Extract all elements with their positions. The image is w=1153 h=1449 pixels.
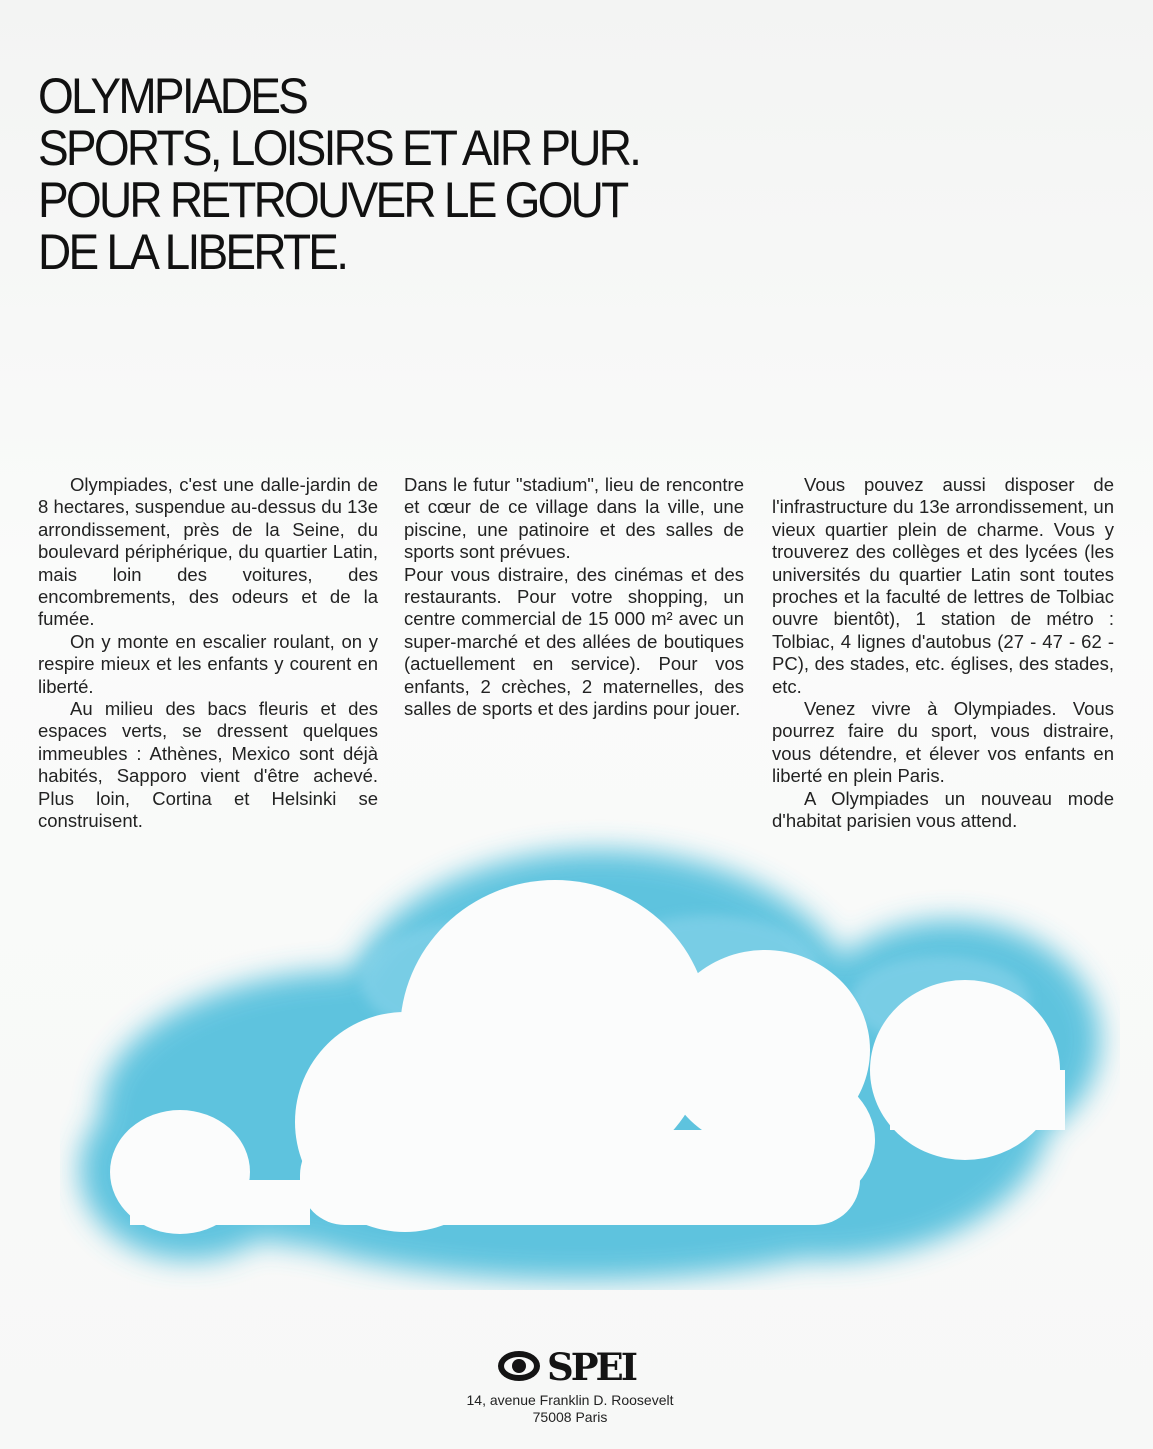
address bbox=[420, 1392, 720, 1426]
spei-logo bbox=[497, 1345, 647, 1387]
headline-line-2: SPORTS, LOISIRS ET AIR PUR. bbox=[38, 120, 640, 176]
headline-line-1: OLYMPIADES bbox=[38, 68, 307, 124]
paragraph: Pour vous distraire, des cinémas et des restaurants. Pour votre shopping, un centre commercial de 15 000 m² avec un super-marché et des allées de boutiques (actuellement en service). Pour vos enfants, 2 crèches, 2 maternelles, des salles de sports et des jardins pour jouer. bbox=[404, 563, 744, 720]
address-street: 14, avenue Franklin D. Roosevelt bbox=[466, 1392, 674, 1408]
paragraph: Venez vivre à Olympiades. Vous pourrez faire du sport, vous distraire, vous détendre, et élever vos enfants en liberté en plein Paris. bbox=[772, 698, 1114, 787]
body-column-2 bbox=[404, 474, 744, 720]
headline-line-4: DE LA LIBERTE. bbox=[38, 224, 347, 280]
paragraph: Olympiades, c'est une dalle-jardin de 8 hectares, suspendue au-dessus du 13e arrondissement, près de la Seine, du boulevard périphérique, du quartier Latin, mais loin des voitures, des encombrements, des odeurs et de la fumée. bbox=[38, 474, 378, 630]
eye-icon bbox=[498, 1351, 540, 1381]
headline bbox=[38, 70, 682, 278]
paragraph: Au milieu des bacs fleuris et des espaces verts, se dressent quelques immeubles : Athènes, Mexico sont déjà habités, Sapporo vient d'être achevé. Plus loin, Cortina et Helsinki se construisent. bbox=[38, 698, 378, 832]
body-column-1 bbox=[38, 474, 378, 833]
paragraph: Vous pouvez aussi disposer de l'infrastructure du 13e arrondissement, un vieux quartier plein de charme. Vous y trouverez des collèges et des lycées (les universités du quartier Latin sont toutes proches et la faculté de lettres de Tolbiac ouvre bientôt), 1 station de métro : Tolbiac, 4 lignes d'autobus (27 - 47 - 62 - PC), des stades, etc. églises, des stades, etc. bbox=[772, 474, 1114, 697]
headline-line-3: POUR RETROUVER LE GOUT bbox=[38, 172, 627, 228]
paragraph: On y monte en escalier roulant, on y respire mieux et les enfants y courent en liberté. bbox=[38, 630, 378, 697]
paragraph: A Olympiades un nouveau mode d'habitat parisien vous attend. bbox=[772, 787, 1114, 832]
address-city: 75008 Paris bbox=[532, 1409, 608, 1425]
logo-text: SPEI bbox=[547, 1345, 636, 1387]
paragraph: Dans le futur "stadium", lieu de rencontre et cœur de ce village dans la ville, une piscine, une patinoire et des salles de sports sont prévues. bbox=[404, 474, 744, 563]
cloud-illustration bbox=[60, 800, 1120, 1290]
body-column-3 bbox=[772, 474, 1114, 833]
